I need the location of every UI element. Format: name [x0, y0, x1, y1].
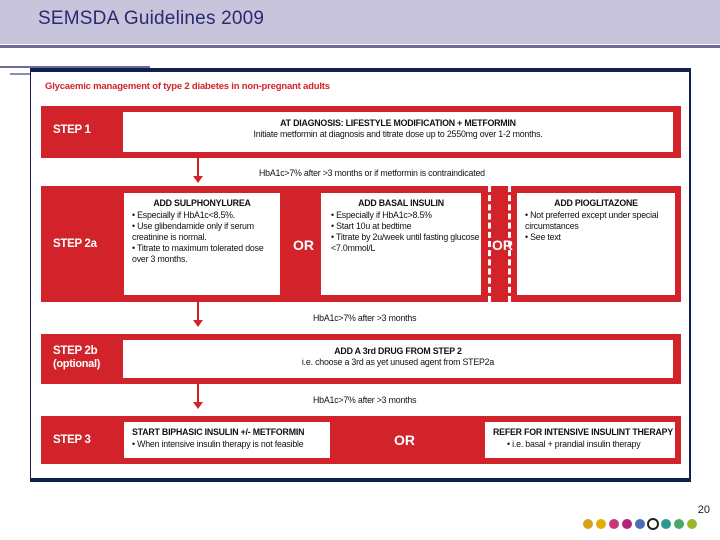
dot	[609, 519, 619, 529]
step1-box	[123, 112, 673, 152]
arrow-3	[197, 384, 199, 402]
condition-3: HbA1c>7% after >3 months	[313, 395, 417, 405]
basal-insulin-heading: ADD BASAL INSULIN	[358, 198, 444, 208]
arrow-head-2	[193, 320, 203, 327]
pioglitazone-item: • Not preferred except under special circumstances	[525, 210, 675, 232]
dot	[661, 519, 671, 529]
or-label: OR	[492, 237, 513, 253]
pioglitazone-item: • See text	[525, 232, 675, 243]
step3-label: STEP 3	[53, 434, 91, 446]
condition-1: HbA1c>7% after >3 months or if metformin is contraindicated	[259, 168, 485, 178]
step1-heading: AT DIAGNOSIS: LIFESTYLE MODIFICATION + METFORMIN	[280, 118, 516, 128]
arrow-1	[197, 158, 199, 176]
step2b-band	[41, 334, 681, 384]
basal-insulin-item: • Titrate by 2u/week until fasting glucose <7.0mmol/L	[331, 232, 481, 254]
basal-insulin-item: • Especially if HbA1c>8.5%	[331, 210, 481, 221]
dashed-divider	[488, 186, 491, 302]
dot	[687, 519, 697, 529]
page-number: 20	[697, 504, 710, 516]
sulphonylurea-heading: ADD SULPHONYLUREA	[153, 198, 251, 208]
pioglitazone-box	[517, 193, 675, 295]
or-label: OR	[293, 237, 314, 253]
dot	[674, 519, 684, 529]
step2b-box	[123, 340, 673, 378]
or-label: OR	[394, 432, 415, 448]
figure-title: Glycaemic management of type 2 diabetes in non-pregnant adults	[45, 81, 330, 92]
step3-band	[41, 416, 681, 464]
dot	[635, 519, 645, 529]
biphasic-insulin-item: • When intensive insulin therapy is not feasible	[132, 439, 330, 450]
step2b-label	[53, 345, 100, 371]
step1-label: STEP 1	[53, 124, 91, 136]
arrow-head-1	[193, 176, 203, 183]
slide-title: SEMSDA Guidelines 2009	[38, 8, 265, 29]
flowchart-figure	[31, 72, 689, 478]
step2b-heading: ADD A 3rd DRUG FROM STEP 2	[334, 346, 462, 356]
step1-band	[41, 106, 681, 158]
intensive-therapy-item: • i.e. basal + prandial insulin therapy	[507, 439, 675, 450]
step1-text: Initiate metformin at diagnosis and titrate dose up to 2550mg over 1-2 months.	[253, 129, 543, 139]
sulphonylurea-box	[124, 193, 280, 295]
title-divider	[0, 45, 720, 48]
dot	[622, 519, 632, 529]
step2a-label: STEP 2a	[53, 238, 97, 250]
dot	[647, 518, 659, 530]
pioglitazone-heading: ADD PIOGLITAZONE	[554, 198, 638, 208]
biphasic-insulin-heading: START BIPHASIC INSULIN +/- METFORMIN	[132, 427, 305, 437]
step2a-band	[41, 186, 681, 302]
step2b-label-sub: (optional)	[53, 358, 101, 370]
basal-insulin-box	[321, 193, 481, 295]
sulphonylurea-item: • Especially if HbA1c<8.5%.	[132, 210, 280, 221]
step2b-text: i.e. choose a 3rd as yet unused agent from STEP2a	[301, 357, 495, 367]
sulphonylurea-item: • Titrate to maximum tolerated dose over 3 months.	[132, 243, 280, 265]
basal-insulin-item: • Start 10u at bedtime	[331, 221, 481, 232]
arrow-2	[197, 302, 199, 320]
dot	[583, 519, 593, 529]
dot	[596, 519, 606, 529]
biphasic-insulin-box	[124, 422, 330, 458]
intensive-therapy-box	[485, 422, 675, 458]
step2b-label-main: STEP 2b	[53, 345, 98, 357]
intensive-therapy-heading: REFER FOR INTENSIVE INSULINT THERAPY	[493, 427, 673, 437]
arrow-head-3	[193, 402, 203, 409]
sulphonylurea-item: • Use glibendamide only if serum creatinine is normal.	[132, 221, 280, 243]
condition-2: HbA1c>7% after >3 months	[313, 313, 417, 323]
